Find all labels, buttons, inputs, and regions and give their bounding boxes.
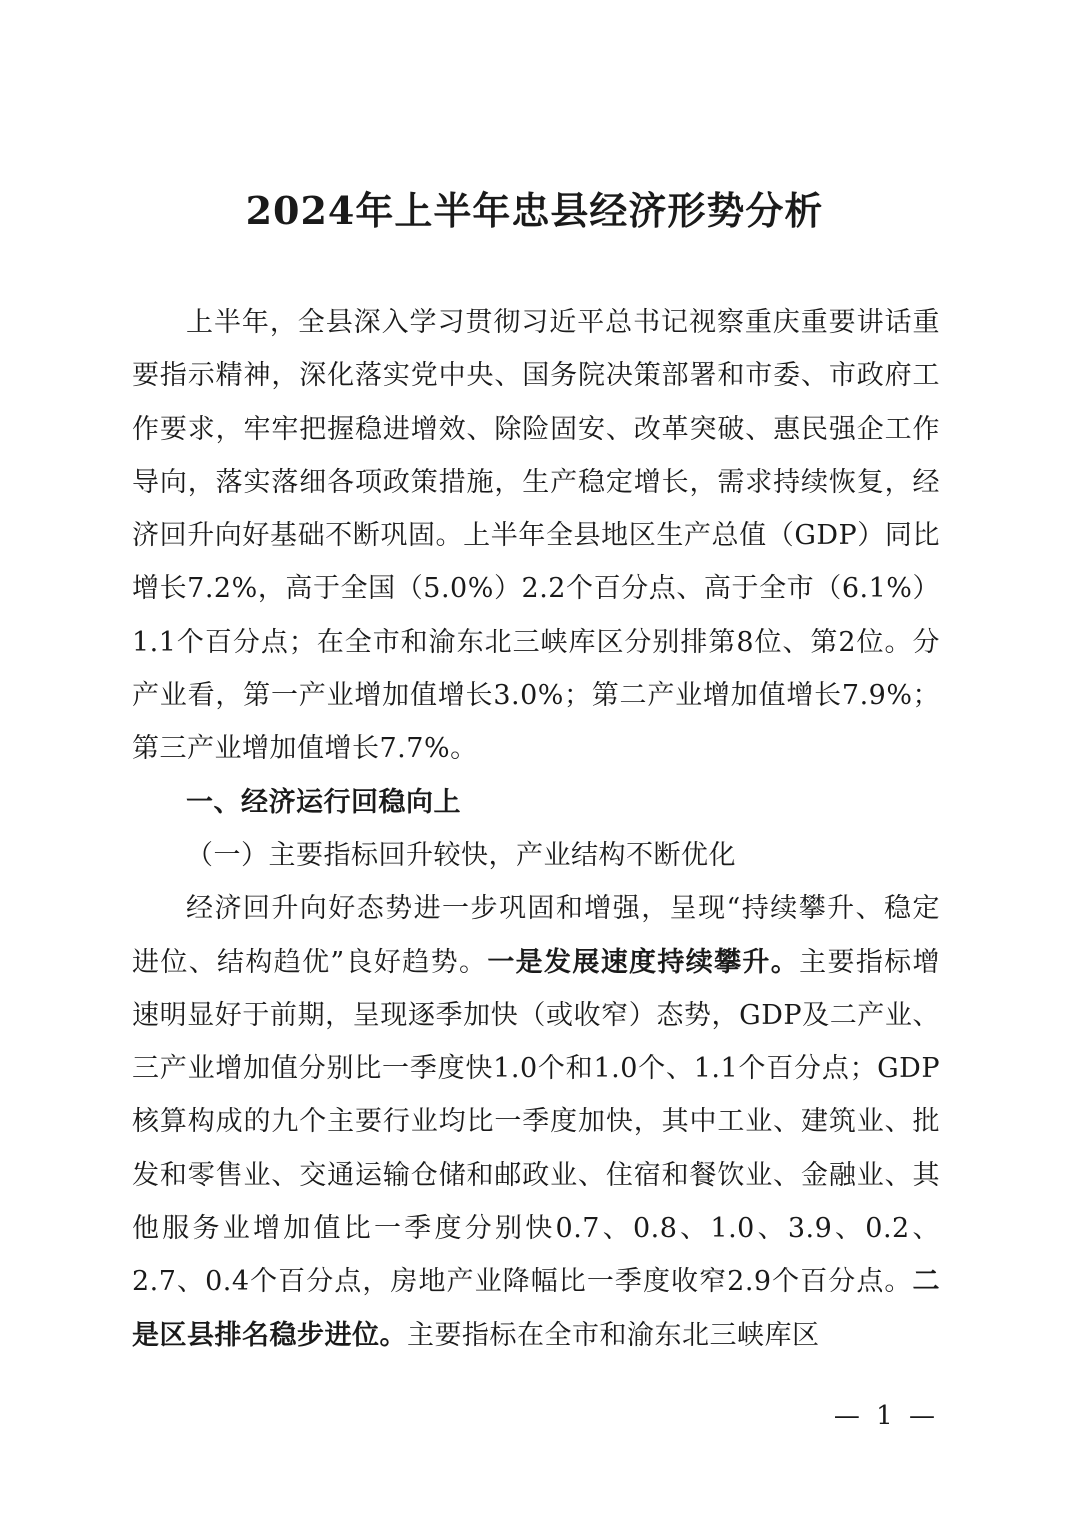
document-body <box>132 296 940 1362</box>
page-number: — 1 — <box>833 1401 939 1431</box>
section-heading-1: 一、经济运行回稳向上 <box>186 786 461 818</box>
paragraph-2 <box>132 882 940 1362</box>
document-title: 2024年上半年忠县经济形势分析 <box>245 188 824 233</box>
subsection-heading-1: （一）主要指标回升较快，产业结构不断优化 <box>186 839 736 871</box>
intro-paragraph: 上半年，全县深入学习贯彻习近平总书记视察重庆重要讲话重要指示精神，深化落实党中央、国务院决策部署和市委、市政府工作要求，牢牢把握稳进增效、除险固安、改革突破、惠民强企工作导向，落实落细各项政策措施，生产稳定增长，需求持续恢复，经济回升向好基础不断巩固。上半年全县地区生产总值（GDP）同比增长7.2%，高于全国（5.0%）2.2个百分点、高于全市（6.1%）1.1个百分点；在全市和渝东北三峡库区分别排第8位、第2位。分产业看，第一产业增加值增长3.0%；第二产业增加值增长7.9%；第三产业增加值增长7.7%。 <box>132 307 940 765</box>
paragraph-2-bold-point-1: 一是发展速度持续攀升。 <box>487 946 800 978</box>
paragraph-2-lead: 经济回升向好态势进一步巩固和增强，呈现“持续攀升、稳定进位、结构趋优”良好趋势。 <box>132 893 940 978</box>
paragraph-2-body: 主要指标增速明显好于前期，呈现逐季加快（或收窄）态势，GDP及二产业、三产业增加值分别比一季度快1.0个和1.0个、1.1个百分点；GDP核算构成的九个主要行业均比一季度加快，其中工业、建筑业、批发和零售业、交通运输仓储和邮政业、住宿和餐饮业、金融业、其他服务业增加值比一季度分别快0.7、0.8、1.0、3.9、0.2、2.7、0.4个百分点，房地产业降幅比一季度收窄2.9个百分点。 <box>132 946 941 1298</box>
paragraph-2-tail: 主要指标在全市和渝东北三峡库区 <box>407 1319 820 1351</box>
paragraph-2-bold-point-2: 二是区县排名稳步进位。 <box>132 1266 940 1351</box>
